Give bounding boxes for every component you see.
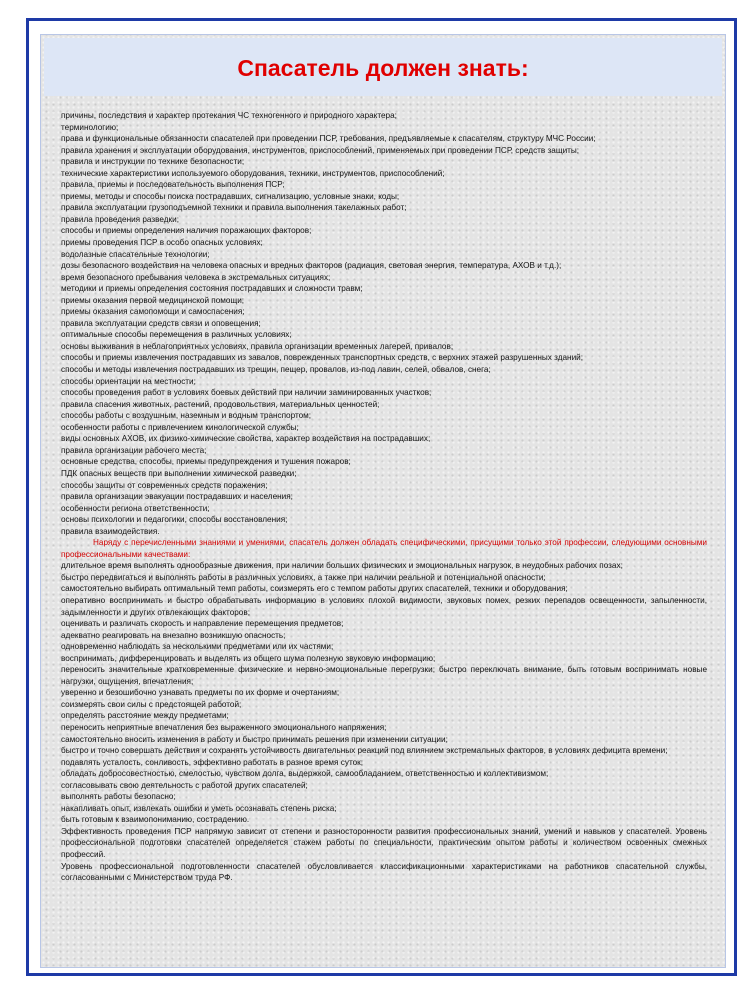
list-item: основные средства, способы, приемы предупреждения и тушения пожаров; bbox=[61, 457, 351, 467]
list-item: правила проведения разведки; bbox=[61, 214, 179, 224]
list-item: методики и приемы определения состояния пострадавших и сложности травм; bbox=[61, 284, 363, 294]
list-item: правила хранения и эксплуатации оборудования, инструментов, приспособлений, применяемых при проведении ПСР, средств защиты; bbox=[61, 145, 580, 155]
list-item: технические характеристики используемого оборудования, техники, инструментов, приспособлений; bbox=[61, 168, 445, 178]
list-item: правила эксплуатации грузоподъемной техники и правила выполнения такелажных работ; bbox=[61, 203, 407, 213]
page-title: Спасатель должен знать: bbox=[237, 54, 529, 81]
list-item: время безопасного пребывания человека в экстремальных ситуациях; bbox=[61, 272, 331, 282]
list-item: приемы проведения ПСР в особо опасных условиях; bbox=[61, 238, 263, 248]
list-item: адекватно реагировать на внезапно возникшую опасность; bbox=[61, 630, 286, 640]
list-item: способы проведения работ в условиях боевых действий при наличии заминированных участков; bbox=[61, 388, 432, 398]
list-item: приемы оказания первой медицинской помощи; bbox=[61, 295, 245, 305]
title-band bbox=[44, 38, 722, 96]
list-item: основы психологии и педагогики, способы восстановления; bbox=[61, 515, 288, 525]
list-item: права и функциональные обязанности спасателей при проведении ПСР, требования, предъявляемые к спасателям, структуру МЧС России; bbox=[61, 134, 596, 144]
list-item: обладать добросовестностью, смелостью, чувством долга, выдержкой, самообладанием, ответственностью и коллективизмом; bbox=[61, 769, 549, 779]
list-item: приемы оказания самопомощи и самоспасения; bbox=[61, 307, 245, 317]
list-item: быстро передвигаться и выполнять работы в различных условиях, а также при наличии реальной и потенциальной опасности; bbox=[61, 572, 546, 582]
list-item: способы и приемы определения наличия поражающих факторов; bbox=[61, 226, 312, 236]
list-item: правила эксплуатации средств связи и оповещения; bbox=[61, 318, 261, 328]
qualities-list bbox=[61, 560, 707, 883]
list-item: причины, последствия и характер протекания ЧС техногенного и природного характера; bbox=[61, 111, 397, 120]
list-item: правила, приемы и последовательность выполнения ПСР; bbox=[61, 180, 285, 190]
list-item: способы ориентации на местности; bbox=[61, 376, 196, 386]
list-item: определять расстояние между предметами; bbox=[61, 711, 229, 721]
list-item: быстро и точно совершать действия и сохранять устойчивость двигательных реакций под влиянием экстремальных факторов, в условиях дефицита времени; bbox=[61, 746, 668, 756]
list-item: терминологию; bbox=[61, 122, 119, 132]
list-item: основы выживания в неблагоприятных условиях, правила организации временных лагерей, привалов; bbox=[61, 341, 454, 351]
list-item: особенности региона ответственности; bbox=[61, 503, 210, 513]
list-item: воспринимать, дифференцировать и выделять из общего шума полезную звуковую информацию; bbox=[61, 653, 436, 663]
list-item: особенности работы с привлечением кинологической службы; bbox=[61, 422, 299, 432]
list-item: оценивать и различать скорость и направление перемещения предметов; bbox=[61, 619, 344, 629]
list-item: самостоятельно выбирать оптимальный темп работы, соизмерять его с темпом работы других спасателей, техники и оборудования; bbox=[61, 584, 568, 594]
knowledge-list bbox=[61, 110, 707, 537]
list-item: подавлять усталость, сонливость, эффективно работать в разное время суток; bbox=[61, 757, 364, 767]
list-item: правила и инструкции по технике безопасности; bbox=[61, 157, 245, 167]
list-item: ПДК опасных веществ при выполнении химической разведки; bbox=[61, 468, 297, 478]
list-item: способы и методы извлечения пострадавших из трещин, пещер, провалов, из-под лавин, селей, обвалов, снега; bbox=[61, 365, 491, 375]
list-item: самостоятельно вносить изменения в работу и быстро принимать решения при изменении ситуации; bbox=[61, 734, 448, 744]
list-item: переносить неприятные впечатления без выраженного эмоционального напряжения; bbox=[61, 722, 387, 732]
list-item: переносить значительные кратковременные физические и нервно-эмоциональные перегрузки; быстро переключать внимание, быть готовым воспринимать новые нагрузки, ощущения, впечатления; bbox=[61, 665, 707, 686]
list-item: оперативно воспринимать и быстро обрабатывать информацию в условиях плохой видимости, звуковых помех, резких перепадов освещенности, запыленности, задымленности и других отвлекающих факторов; bbox=[61, 595, 707, 617]
list-item: способы и приемы извлечения пострадавших из завалов, поврежденных транспортных средств, с верхних этажей разрушенных зданий; bbox=[61, 353, 583, 363]
list-item: способы работы с воздушным, наземным и водным транспортом; bbox=[61, 411, 312, 421]
list-item: дозы безопасного воздействия на человека опасных и вредных факторов (радиация, световая энергия, температура, АХОВ и т.д.); bbox=[61, 261, 562, 271]
intro-paragraph: Наряду с перечисленными знаниями и умениями, спасатель должен обладать специфическими, присущими только этой профессии, следующими основными профессиональными качествами: bbox=[61, 538, 707, 559]
list-item: виды основных АХОВ, их физико-химические свойства, характер воздействия на пострадавших; bbox=[61, 434, 431, 444]
list-item: быть готовым к взаимопониманию, сострадению. bbox=[61, 815, 250, 825]
list-item: длительное время выполнять однообразные движения, при наличии больших физических и эмоциональных нагрузок, в неудобных рабочих позах; bbox=[61, 561, 623, 571]
summary-paragraph: Уровень профессиональной подготовленности спасателей обусловливается классификационными характеристиками на работников спасательной службы, согласованными с Министерством труда РФ. bbox=[61, 861, 707, 883]
list-item: согласовывать свою деятельность с работой других спасателей; bbox=[61, 780, 308, 790]
content-body bbox=[61, 110, 707, 884]
list-item: правила организации рабочего места; bbox=[61, 445, 207, 455]
list-item: уверенно и безошибочно узнавать предметы по их форме и очертаниям; bbox=[61, 688, 340, 698]
list-item: выполнять работы безопасно; bbox=[61, 792, 176, 802]
list-item: правила организации эвакуации пострадавших и населения; bbox=[61, 492, 293, 502]
list-item: одновременно наблюдать за несколькими предметами или их частями; bbox=[61, 642, 334, 652]
summary-paragraph: Эффективность проведения ПСР напрямую зависит от степени и разносторонности развития профессиональных знаний, умений и навыков у спасателей. Уровень профессиональной подготовки спасателей определяется стажем работы по специальности, практическим опытом работы и количеством освоенных смежных профессий. bbox=[61, 826, 707, 859]
list-item: оптимальные способы перемещения в различных условиях; bbox=[61, 330, 292, 340]
list-item: водолазные спасательные технологии; bbox=[61, 249, 210, 259]
list-item: правила спасения животных, растений, продовольствия, материальных ценностей; bbox=[61, 399, 380, 409]
list-item: соизмерять свои силы с предстоящей работой; bbox=[61, 699, 242, 709]
list-item: накапливать опыт, извлекать ошибки и уметь осознавать степень риска; bbox=[61, 803, 337, 813]
list-item: приемы, методы и способы поиска пострадавших, сигнализацию, условные знаки, коды; bbox=[61, 191, 400, 201]
list-item: способы защиты от современных средств поражения; bbox=[61, 480, 268, 490]
list-item: правила взаимодействия. bbox=[61, 526, 160, 536]
